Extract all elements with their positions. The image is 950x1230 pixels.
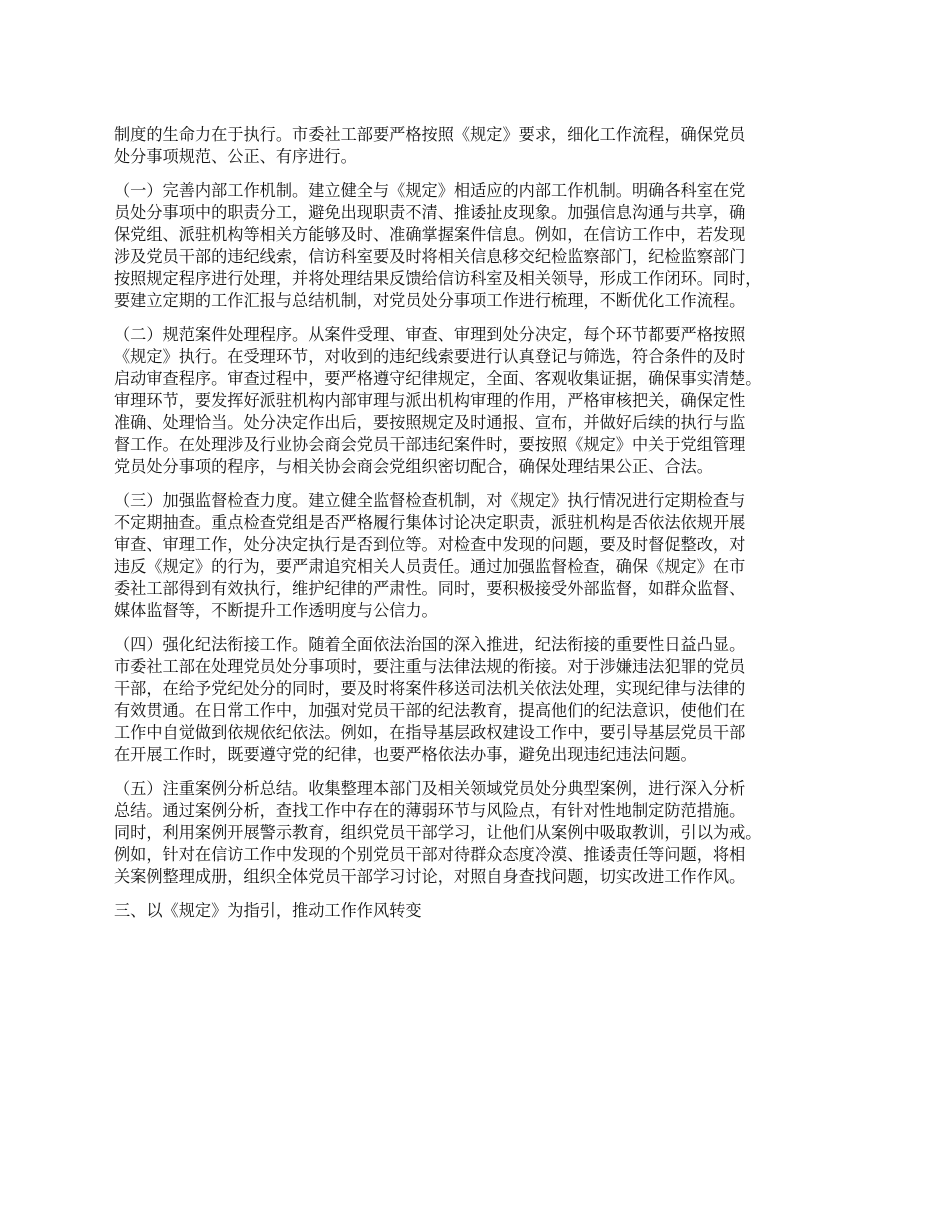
paragraph-case-procedure: （二）规范案件处理程序。从案件受理、审查、审理到处分决定，每个环节都要严格按照 《规定》执行。在受理环节，对收到的违纪线索要进行认真登记与筛选，符合条件的及时 启动审查程序。审查过程中，要严格遵守纪律规定，全面、客观收集证据，确保事实清楚。 审理环节，要发挥好派驻机构内部审理与派出机构审理的作用，严格审核把关，确保定性 准确、处理恰当。处分决定作出后，要按照规定及时通报、宣布，并做好后续的执行与监 督工作。在处理涉及行业协会商会党员干部违纪案件时，要按照《规定》中关于党组管理 党员处分事项的程序，与相关协会商会党组织密切配合，确保处理结果公正、合法。 [114, 325, 762, 476]
paragraph-intro: 制度的生命力在于执行。市委社工部要严格按照《规定》要求，细化工作流程，确保党员 处分事项规范、公正、有序进行。 [114, 125, 746, 166]
paragraph-discipline-law: （四）强化纪法衔接工作。随着全面依法治国的深入推进，纪法衔接的重要性日益凸显。 市委社工部在处理党员处分事项时，要注重与法律法规的衔接。对于涉嫌违法犯罪的党员 干部，在给予党纪处分的同时，要及时将案件移送司法机关依法处理，实现纪律与法律的 有效贯通。在日常工作中，加强对党员干部的纪法教育，提高他们的纪法意识，使他们在 工作中自觉做到依规依纪依法。例如，在指导基层政权建设工作中，要引导基层党员干部 在开展工作时，既要遵守党的纪律，也要严格依法办事，避免出现违纪违法问题。 [114, 635, 746, 764]
section-heading: 三、以《规定》为指引，推动工作作风转变 [114, 901, 422, 920]
document-body [114, 124, 854, 922]
paragraph-supervision: （三）加强监督检查力度。建立健全监督检查机制，对《规定》执行情况进行定期检查与 不定期抽查。重点检查党组是否严格履行集体讨论决定职责，派驻机构是否依法依规开展 审查、审理工作，处分决定执行是否到位等。对检查中发现的问题，要及时督促整改，对 违反《规定》的行为，要严肃追究相关人员责任。通过加强监督检查，确保《规定》在市 委社工部得到有效执行，维护纪律的严肃性。同时，要积极接受外部监督，如群众监督、 媒体监督等，不断提升工作透明度与公信力。 [114, 491, 746, 620]
paragraph-internal-mechanism: （一）完善内部工作机制。建立健全与《规定》相适应的内部工作机制。明确各科室在党 员处分事项中的职责分工，避免出现职责不清、推诿扯皮现象。加强信息沟通与共享，确 保党组、派驻机构等相关方能够及时、准确掌握案件信息。例如，在信访工作中，若发现 涉及党员干部的违纪线索，信访科室要及时将相关信息移交纪检监察部门，纪检监察部门 按照规定程序进行处理，并将处理结果反馈给信访科室及相关领导，形成工作闭环。同时， 要建立定期的工作汇报与总结机制，对党员处分事项工作进行梳理，不断优化工作流程。 [114, 181, 762, 310]
paragraph-case-analysis: （五）注重案例分析总结。收集整理本部门及相关领域党员处分典型案例，进行深入分析 总结。通过案例分析，查找工作中存在的薄弱环节与风险点，有针对性地制定防范措施。 同时，利用案例开展警示教育，组织党员干部学习，让他们从案例中吸取教训，引以为戒。 例如，针对在信访工作中发现的个别党员干部对待群众态度冷漠、推诿责任等问题，将相 关案例整理成册，组织全体党员干部学习讨论，对照自身查找问题，切实改进工作作风。 [114, 779, 762, 886]
